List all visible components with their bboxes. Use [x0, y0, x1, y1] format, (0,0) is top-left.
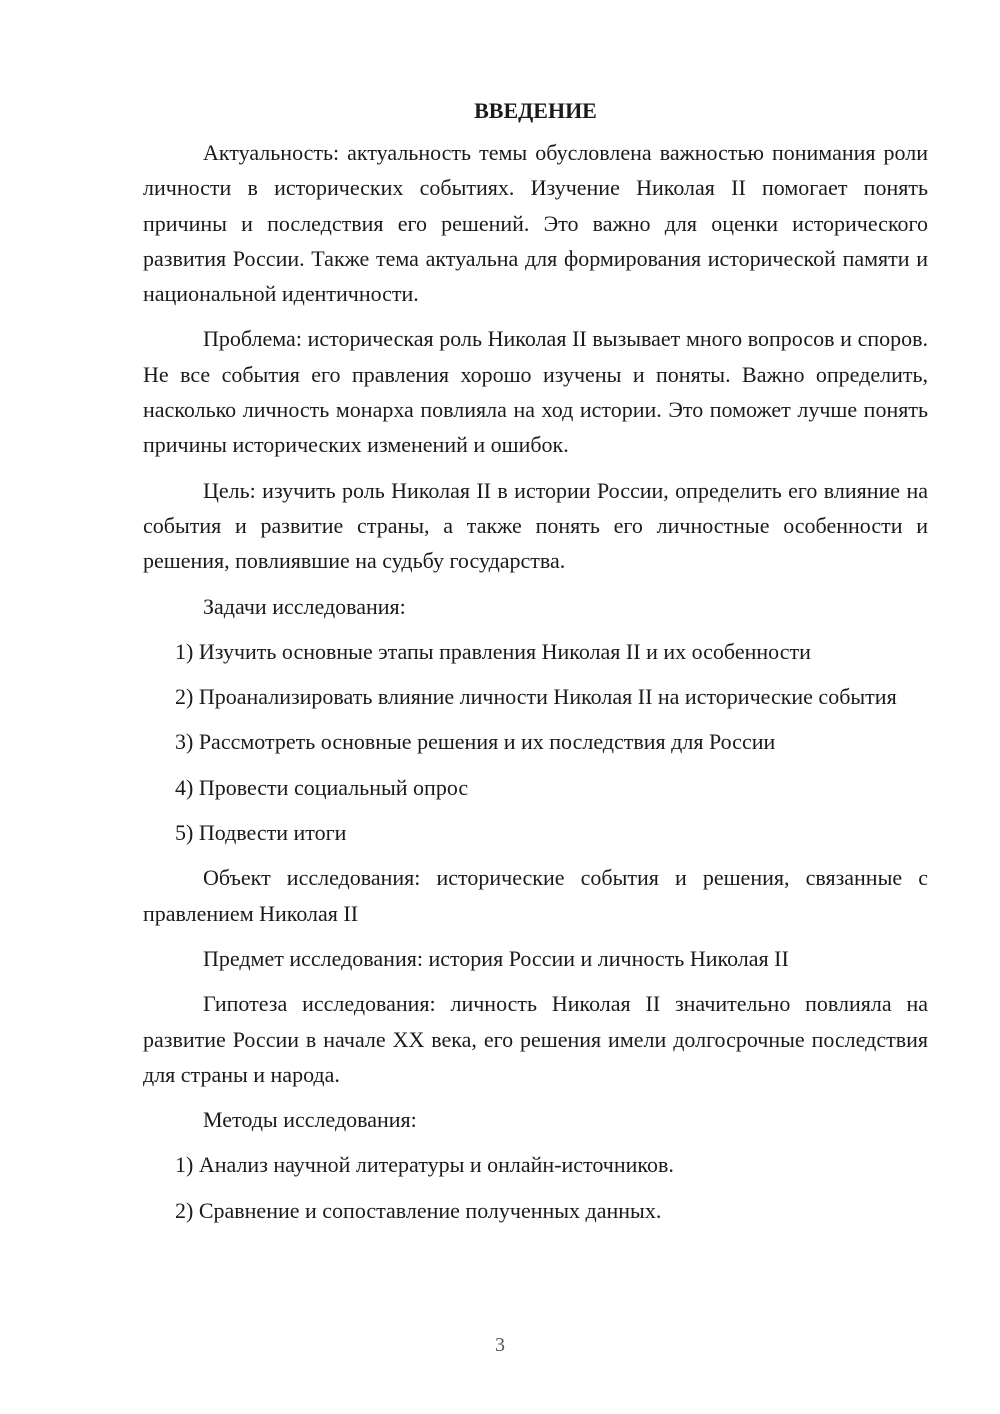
method-item-1: 1) Анализ научной литературы и онлайн-источников. — [175, 1152, 674, 1178]
task-item-2: 2) Проанализировать влияние личности Николая II на исторические события — [175, 684, 897, 710]
paragraph-goal: Цель: изучить роль Николая II в истории России, определить его влияние на события и развитие страны, а также понять его личностные особенности и решения, повлиявшие на судьбу государства. — [143, 477, 928, 574]
task-item-1: 1) Изучить основные этапы правления Николая II и их особенности — [175, 638, 811, 664]
task-item-5: 5) Подвести итоги — [175, 820, 347, 846]
paragraph-problem: Проблема: историческая роль Николая II вызывает много вопросов и споров. Не все события его правления хорошо изучены и поняты. Важно определить, насколько личность монарха повлияла на ход истории. Это поможет лучше понять причины исторических изменений и ошибок. — [143, 326, 928, 458]
paragraph-object: Объект исследования: исторические события и решения, связанные с правлением Николая II — [143, 865, 928, 926]
task-item-3: 3) Рассмотреть основные решения и их последствия для России — [175, 729, 776, 755]
section-heading: ВВЕДЕНИЕ — [474, 98, 597, 123]
page-number: 3 — [495, 1334, 505, 1356]
task-item-4: 4) Провести социальный опрос — [175, 774, 469, 800]
document-page — [143, 93, 928, 1323]
methods-label: Методы исследования: — [203, 1107, 417, 1133]
method-item-2: 2) Сравнение и сопоставление полученных данных. — [175, 1197, 662, 1223]
paragraph-actuality: Актуальность: актуальность темы обусловлена важностью понимания роли личности в исторических событиях. Изучение Николая II помогает понять причины и последствия его решений. Это важно для оценки исторического развития России. Также тема актуальна для формирования исторической памяти и национальной идентичности. — [143, 140, 928, 307]
tasks-label: Задачи исследования: — [203, 593, 406, 619]
paragraph-hypothesis: Гипотеза исследования: личность Николая II значительно повлияла на развитие России в начале XX века, его решения имели долгосрочные последствия для страны и народа. — [143, 991, 928, 1087]
paragraph-subject: Предмет исследования: история России и личность Николая II — [203, 945, 789, 971]
